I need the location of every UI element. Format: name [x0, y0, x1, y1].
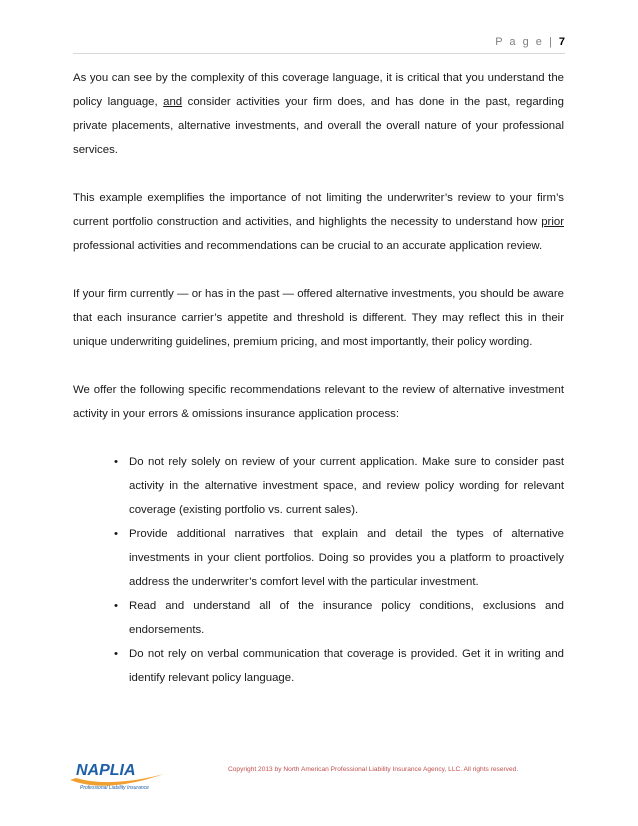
list-item: • Provide additional narratives that explain and detail the types of alternative investments in your client portfolios. Doing so provides you a platform to proactively address the underwriter’s comfort level with the particular investment.	[73, 522, 564, 594]
page-separator: |	[548, 36, 554, 48]
logo-tagline: Professional Liability Insurance	[80, 785, 149, 791]
naplia-logo	[66, 758, 174, 792]
paragraph-2: This example exemplifies the importance of not limiting the underwriter’s review to your firm’s current portfolio construction and activities, and highlights the necessity to understand how prior professional activities and recommendations can be crucial to an accurate application review.	[73, 192, 564, 252]
bullet-icon: •	[114, 600, 118, 612]
underlined-word: and	[163, 96, 183, 108]
paragraph-3: If your firm currently — or has in the past — offered alternative investments, you should be aware that each insurance carrier’s appetite and threshold is different. They may reflect this in their unique underwriting guidelines, premium pricing, and most importantly, their policy wording.	[73, 288, 564, 348]
paragraph-1: As you can see by the complexity of this coverage language, it is critical that you understand the policy language, and consider activities your firm does, and has done in the past, regarding private placements, alternative investments, and overall the overall nature of your professional services.	[73, 72, 564, 156]
logo-text: NAPLIA	[76, 762, 136, 779]
bullet-icon: •	[114, 648, 118, 660]
page-number: 7	[558, 36, 565, 48]
bullet-icon: •	[114, 456, 118, 468]
copyright-notice: Copyright 2013 by North American Professional Liability Insurance Agency, LLC. All rights reserved.	[228, 766, 519, 773]
list-item: • Read and understand all of the insurance policy conditions, exclusions and endorsements.	[73, 594, 564, 642]
paragraph-4: We offer the following specific recommendations relevant to the review of alternative investment activity in your errors & omissions insurance application process:	[73, 384, 564, 420]
recommendations-list	[73, 450, 564, 690]
bullet-icon: •	[114, 528, 118, 540]
underlined-word: prior	[541, 216, 564, 228]
list-item: • Do not rely solely on review of your current application. Make sure to consider past activity in the alternative investment space, and review policy wording for relevant coverage (existing portfolio vs. current sales).	[73, 450, 564, 522]
list-item: • Do not rely on verbal communication that coverage is provided. Get it in writing and identify relevant policy language.	[73, 642, 564, 690]
document-body	[73, 66, 564, 690]
header-divider	[73, 53, 565, 54]
page-header	[495, 36, 565, 48]
page-label: P a g e	[495, 36, 544, 48]
